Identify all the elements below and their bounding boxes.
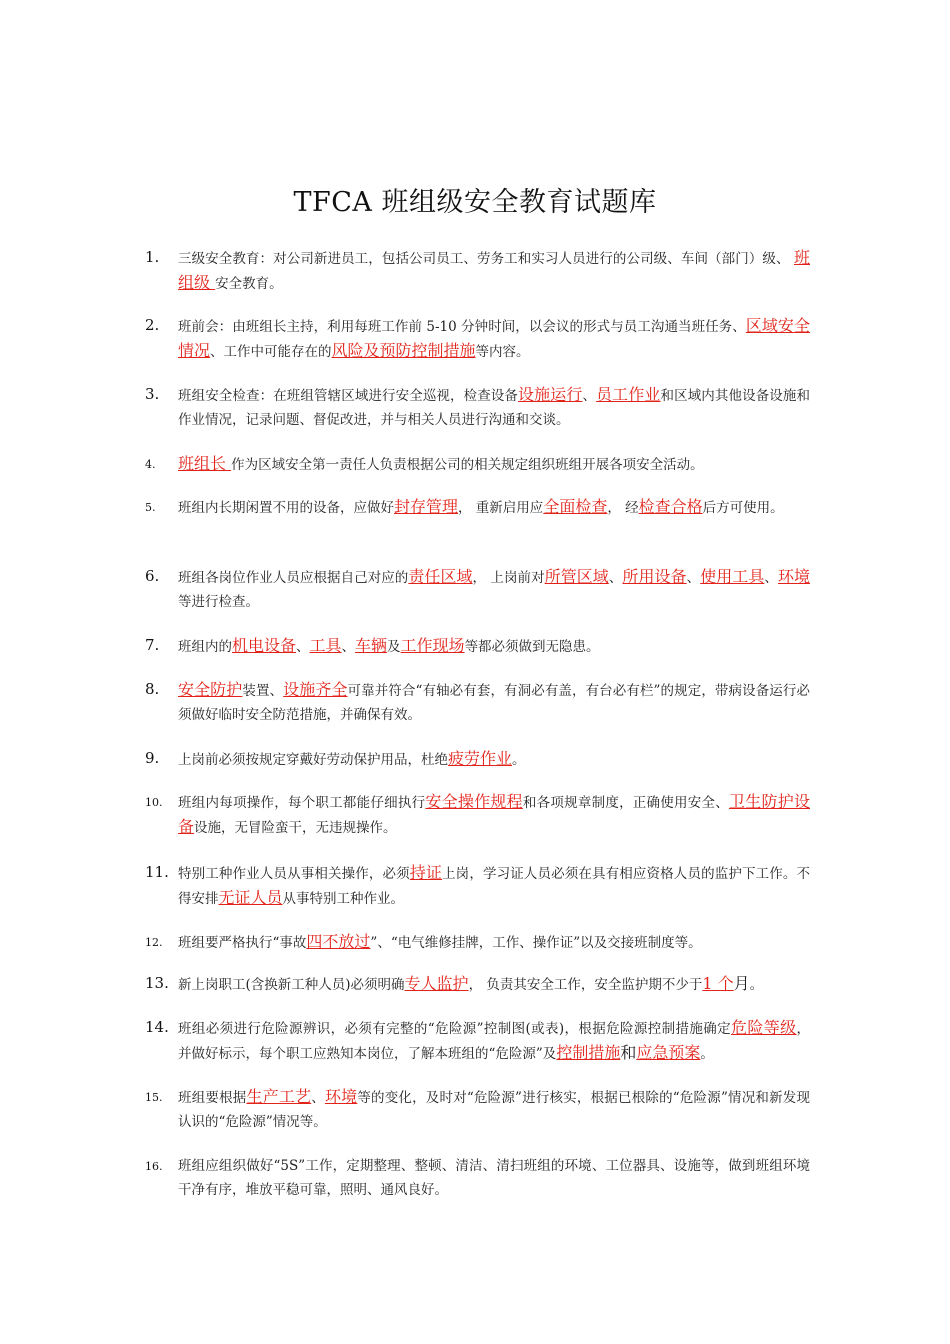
answer-blank: 封存管理 [394,497,459,516]
question-text-segment: 等都必须做到无隐患。 [464,639,600,655]
question-text-segment: ， 并做好标示，每个职工应熟知本岗位，了解本班组的“危险源”及 [178,1021,810,1062]
answer-blank: 无证人员 [218,888,283,907]
question-item [145,790,810,840]
question-text-segment: 班组内的 [178,639,232,655]
question-text [178,495,810,520]
question-number: 2. [145,316,160,334]
question-text [178,972,810,997]
answer-blank: 责任区域 [408,567,473,586]
question-item [145,565,810,614]
question-text-segment: 设施，无冒险蛮干，无违规操作。 [194,820,397,836]
answer-blank: 设施齐全 [283,680,348,699]
answer-blank: 环境 [777,567,810,586]
question-item [145,314,810,364]
question-text-segment: 后方可使用。 [702,500,784,516]
question-text-segment: ， 重新启用应 [458,500,544,516]
answer-blank: 所用设备 [622,567,687,586]
answer-blank: 所管区域 [544,567,609,586]
question-number: 8. [145,680,160,698]
question-number: 15. [145,1091,163,1104]
question-text-segment: 班组应组织做好“5S”工作，定期整理、整顿、清洁、清扫班组的环境、工位器具、设施等，做到班组环境干净有序，堆放平稳可靠，照明、通风良好。 [178,1158,810,1198]
answer-blank: 安全防护 [178,680,243,699]
question-text [178,1016,810,1066]
question-text-segment: 班组必须进行危险源辨识，必须有完整的“危险源”控制图(或表)，根据危险源控制措施确定 [178,1021,731,1037]
answer-blank: 持证 [409,863,443,882]
question-number: 16. [145,1160,163,1173]
question-text [178,314,810,364]
question-text [178,790,810,840]
question-text-segment: ， 负责其安全工作，安全监护期不少于 [468,977,703,993]
answer-blank: 班组级 [178,248,810,292]
answer-blank: 风险及预防控制措施 [331,341,476,360]
question-text [178,565,810,614]
question-text-segment: 上岗前必须按规定穿戴好劳动保护用品，杜绝 [178,752,448,768]
answer-blank: 工具 [309,636,342,655]
question-number: 12. [145,936,163,949]
question-text-segment: 月 [733,974,750,993]
answer-blank: 使用工具 [700,567,765,586]
question-text-segment: ， 经 [607,500,639,516]
question-text-segment: 班组要根据 [178,1090,247,1106]
answer-blank: 设施运行 [518,385,583,404]
answer-blank: 全面检查 [543,497,608,516]
answer-blank: 区域安全情况 [178,316,810,360]
question-text-segment: 特别工种作业人员从事相关操作，必须 [178,866,410,882]
question-number: 3. [145,385,160,403]
page-title: TFCA 班组级安全教育试题库 [293,187,657,218]
question-text-segment: 、 [311,1090,325,1106]
question-item [145,930,810,955]
question-text-segment: 新上岗职工(含换新工种人员)必须明确 [178,977,405,993]
answer-blank: 四不放过 [306,932,371,951]
question-text-segment: ”、“电气维修挂牌，工作、操作证”以及交接班制度等。 [370,935,702,951]
question-text-segment: 三级安全教育：对公司新进员工，包括公司员工、劳务工和实习人员进行的公司级、车间（部门）级、 [178,251,794,267]
question-text [178,1085,810,1134]
question-text-segment: 和区域内其他设备设施和作业情况，记录问题、督促改进，并与相关人员进行沟通和交谈。 [178,388,811,428]
question-item [145,452,810,477]
question-item [145,678,810,727]
question-text [178,634,810,659]
answer-blank: 专人监护 [404,974,469,993]
question-text-segment: 。 [512,752,526,768]
question-number: 7. [145,636,160,654]
question-number: 14. [145,1018,169,1036]
question-text-segment: 、 [582,388,597,404]
question-item [145,861,810,911]
question-text [178,747,810,772]
question-number: 10. [145,796,163,809]
answer-blank: 生产工艺 [246,1087,312,1106]
question-text-segment: 、工作中可能存在的 [210,344,332,360]
question-text-segment: 、 [608,570,623,586]
question-text-segment: 班组内长期闲置不用的设备，应做好 [178,500,394,516]
question-item [145,972,810,997]
question-number: 11. [145,863,169,881]
answer-blank: 1 个 [702,974,734,993]
question-number: 6. [145,567,160,585]
question-number: 13. [145,974,169,992]
question-text-segment: 从事特别工种作业。 [282,891,405,907]
question-item [145,246,810,296]
question-item [145,495,810,520]
question-item [145,1016,810,1066]
answer-blank: 车辆 [355,636,388,655]
question-text [178,383,810,432]
question-text-segment: 班组安全检查：在班组管辖区域进行安全巡视，检查设备 [178,388,519,404]
question-text-segment: 。 [700,1046,714,1062]
question-number: 1. [145,248,160,266]
answer-blank: 环境 [324,1087,358,1106]
answer-blank: 应急预案 [636,1043,701,1062]
question-item [145,634,810,659]
question-text-segment: 。 [749,977,764,993]
question-text-segment: 、 [686,570,701,586]
question-text-segment: 等的变化，及时对“危险源”进行核实，根据已根除的“危险源”情况和新发现认识的“危险源”情况等。 [178,1090,810,1130]
question-text [178,861,810,911]
question-item [145,1154,810,1202]
answer-blank: 危险等级 [731,1018,797,1037]
question-text-segment: 班组各岗位作业人员应根据自己对应的 [178,570,409,586]
question-text [178,678,810,727]
question-text-segment: 可靠并符合“有轴必有套，有洞必有盖，有台必有栏”的规定，带病设备运行必须做好临时安全防范措施，并确保有效。 [178,683,810,723]
answer-blank: 机电设备 [232,636,297,655]
question-text-segment: 、 [764,570,778,586]
question-item [145,747,810,772]
question-text [178,246,810,296]
answer-blank: 控制措施 [556,1043,621,1062]
answer-blank: 班组长 [178,454,232,473]
question-number: 4. [145,458,156,471]
question-text-segment: 上岗，学习证人员必须在具有相应资格人员的监护下工作。不得安排 [178,866,811,907]
question-text-segment: 装置、 [242,683,284,699]
question-text-segment: 班前会：由班组长主持，利用每班工作前 5-10 分钟时间，以会议的形式与员工沟通当班任务、 [178,319,746,335]
question-text-segment: ， 上岗前对 [472,570,545,586]
answer-blank: 员工作业 [596,385,661,404]
question-text [178,452,810,477]
question-item [145,383,810,432]
question-number: 9. [145,749,160,767]
answer-blank: 检查合格 [638,497,703,516]
question-text-segment: 等内容。 [475,344,530,360]
answer-blank: 卫生防护设备 [178,792,810,836]
question-text-segment: 班组要严格执行“事故 [178,935,307,951]
question-text [178,930,810,955]
answer-blank: 工作现场 [400,636,465,655]
question-text-segment: 、 [341,639,356,655]
question-item [145,1085,810,1134]
question-text [178,1154,810,1202]
question-text-segment: 班组内每项操作，每个职工都能仔细执行 [178,795,426,811]
question-text-segment: 安全教育。 [215,276,283,292]
question-text-segment: 和 [620,1043,637,1062]
answer-blank: 疲劳作业 [448,749,513,768]
question-text-segment: 及 [387,639,401,655]
question-text-segment: 作为区域安全第一责任人负责根据公司的相关规定组织班组开展各项安全活动。 [231,457,704,473]
answer-blank: 安全操作规程 [425,792,523,811]
question-number: 5. [145,501,156,514]
question-text-segment: 和各项规章制度，正确使用安全、 [522,795,730,811]
question-text-segment: 、 [296,639,310,655]
question-text-segment: 等进行检查。 [178,594,259,610]
